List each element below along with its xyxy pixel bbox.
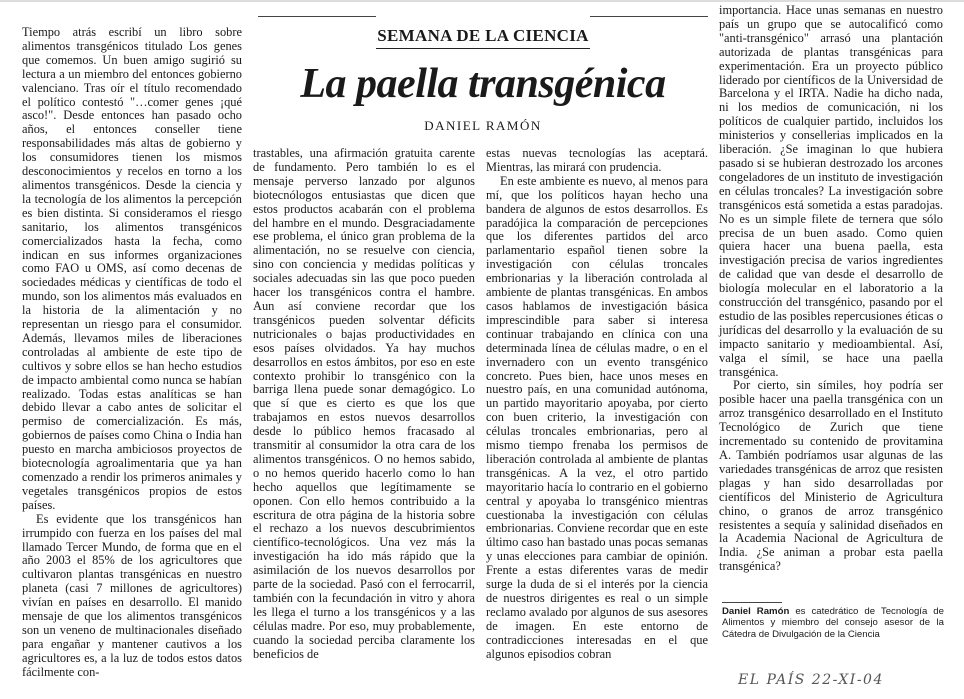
article-column-1	[22, 25, 242, 679]
scan-edge	[0, 0, 964, 2]
paragraph: Por cierto, sin símiles, hoy podría ser posible hacer una paella transgénica con un arroz transgénico desarrollado en el Instituto Tecnológico de Zurich que tiene incrementado su contenido de provitamina A. También podríamos usar algunas de las variedades transgénicas de arroz que resisten plagas y han sido desarrolladas por científicos del Ministerio de Agricultura chino, o granos de arroz transgénico resistentes a sequía y salinidad diseñados en la Academia Nacional de Agricultura de India. ¿Se animan a probar esta paella transgénica?	[719, 378, 943, 574]
article-column-3	[486, 146, 708, 661]
paragraph: En este ambiente es nuevo, al menos para mí, que los políticos hayan hecho una bandera de algunos de estos desarrollos. Es paradójica la comparación de percepciones que los diferentes partidos del arco parlamentario español tienen sobre la investigación con células troncales embrionarias y la liberación controlada al ambiente de plantas transgénicas. En ambos casos hablamos de investigación básica imprescindible para saber si interesa continuar trabajando en clínica con una determinada línea de células madre, o en el invernadero con un evento transgénico concreto. Pues bien, hace unos meses en nuestro país, en una comunidad autónoma, un partido mayoritario apoyaba, por cierto con buen criterio, la investigación con células troncales embrionarias, pero al mismo tiempo frenaba los permisos de liberación controlada al ambiente de plantas transgénicas. A la vez, el otro partido mayoritario hacía lo contrario en el gobierno central y apoyaba lo transgénico mientras cuestionaba la investigación con células embrionarias. Conviene recordar que en este último caso han bastado unas pocas semanas y unas elecciones para cambiar de opinión. Frente a estas diferentes varas de medir surge la duda de si el interés por la ciencia de nuestros dirigentes es real o un simple reclamo avalado por algunos de sus asesores de imagen. En este entorno de contradicciones interesadas en el que algunos episodios cobran	[486, 173, 708, 661]
paragraph: Tiempo atrás escribí un libro sobre alimentos transgénicos titulado Los genes que comemos. Un buen amigo sugirió su lectura a un miembro del entonces gobierno valenciano. Tras oír el título recomendado el político contestó "…comer genes ¡qué asco!". Desde entonces han pasado ocho años, el entonces conseller tiene responsabilidades más altas de gobierno y los consumidores tienen los mismos desconocimientos y recelos en torno a los alimentos transgénicos. Desde la ciencia y la tecnología de los alimentos la percepción es bien distinta. Si consideramos el riesgo sanitario, los alimentos transgénicos comercializados hasta la fecha, como indican en sus informes organizaciones como FAO u OMS, así como decenas de sociedades médicas y científicas de todo el mundo, son los alimentos más evaluados en la historia de la alimentación y no representan un riesgo para el consumidor. Además, llevamos miles de liberaciones controladas al ambiente de este tipo de cultivos y sobre ellos se han hecho estudios de impacto ambiental como nunca se habían realizado. Todas estas analíticas se han debido llevar a cabo antes de solicitar el permiso de comercialización. Es más, gobiernos de países como China o India han puesto en marcha ambiciosos proyectos de biotecnología agroalimentaria que ya han comenzado a rendir los primeros animales y vegetales transgénicos propios de estos países.	[22, 25, 242, 512]
header-rule-left	[258, 16, 376, 17]
paragraph: trastables, una afirmación gratuita carente de fundamento. Pero también lo es el mensaje perverso lanzado por algunos biotecnólogos entusiastas que dicen que estos productos acabarán con el problema del hambre en el mundo. Desgraciadamente ese problema, el único gran problema de la alimentación, no se resuelve con ciencia, sino con conciencia y medidas políticas y sociales adecuadas sin las que poco pueden hacer los transgénicos contra el hambre. Aun así conviene recordar que los transgénicos pueden solventar déficits nutricionales o bajas productividades en esos países olvidados. Ya hay muchos desarrollos en estos ámbitos, por eso en este contexto prohibir lo transgénico con la barriga llena puede sonar demagógico. Lo que sí que es cierto es que los que trabajamos en estos nuevos desarrollos desde lo público hemos fracasado al transmitir al consumidor la otra cara de los alimentos transgénicos. O no hemos sabido, o no hemos querido hacerlo como lo han hecho aquellos que legítimamente se oponen. Con ello hemos contribuido a la escritura de otra página de la historia sobre el rechazo a los nuevos descubrimientos científico-tecnológicos. Una vez más la investigación ha ido más rápido que la asimilación de los nuevos desarrollos por parte de la sociedad. Pasó con el ferrocarril, también con la fecundación in vitro y ahora les llega el turno a los transgénicos y a las células madre. Por eso, muy probablemente, cuando la sociedad perciba claramente los beneficios de	[253, 146, 475, 661]
paragraph: importancia. Hace unas semanas en nuestro país un grupo que se autocalificó como "anti-transgénico" arrasó una plantación autorizada de plantas transgénicas para experimentación. Era un proyecto público liderado por científicos de la Universidad de Barcelona y el IRTA. Nadie ha dicho nada, ni los medios de comunicación, ni los políticos de cualquier partido, incluidos los ministerios y consellerias implicados en la liberación. ¿Se imaginan lo que hubiera pasado si se hubieran destrozado los arcones congeladores de un instituto de investigación en células troncales? La investigación sobre transgénicos está sometida a estas paradojas. No es un simple filete de ternera que sólo precisa de un buen asado. Como quien quiera hacer una buena paella, esta investigación precisa de varios ingredientes de calidad que van desde el desarrollo de biología molecular en el laboratorio a la construcción del transgénico, pasando por el estudio de las posibles repercusiones éticas o jurídicas del desarrollo y la evaluación de su impacto sanitario y medioambiental. Así, valga el símil, se hace una paella transgénica.	[719, 3, 943, 379]
handwritten-note: EL PAÍS 22-XI-04	[738, 672, 884, 688]
header-rule-right	[590, 16, 708, 17]
bio-rule	[722, 602, 782, 603]
author-bio-name: Daniel Ramón	[722, 606, 790, 617]
paragraph: estas nuevas tecnologías las aceptará. Mientras, las mirará con prudencia.	[486, 146, 708, 174]
section-title: SEMANA DE LA CIENCIA	[376, 26, 590, 49]
headline: La paella transgénica	[300, 61, 666, 107]
author-bio	[722, 606, 944, 640]
byline: DANIEL RAMÓN	[424, 118, 542, 133]
author-bio-text: es catedrático de Tecnología de Alimentos y miembro del consejo asesor de la Cátedra de Divulgación de la Ciencia	[722, 606, 944, 640]
paragraph: Es evidente que los transgénicos han irrumpido con fuerza en los países del mal llamado Tercer Mundo, de forma que en el año 2003 el 85% de los agricultores que cultivaron plantas transgénicas en nuestro planeta (casi 7 millones de agricultores) vivían en países en desarrollo. El manido mensaje de que los alimentos transgénicos son un veneno de multinacionales diseñado para engañar y mantener cautivos a los agricultores es, a la luz de todos estos datos fácilmente con-	[22, 511, 242, 679]
article-column-2	[253, 146, 475, 661]
article-column-4	[719, 4, 943, 602]
